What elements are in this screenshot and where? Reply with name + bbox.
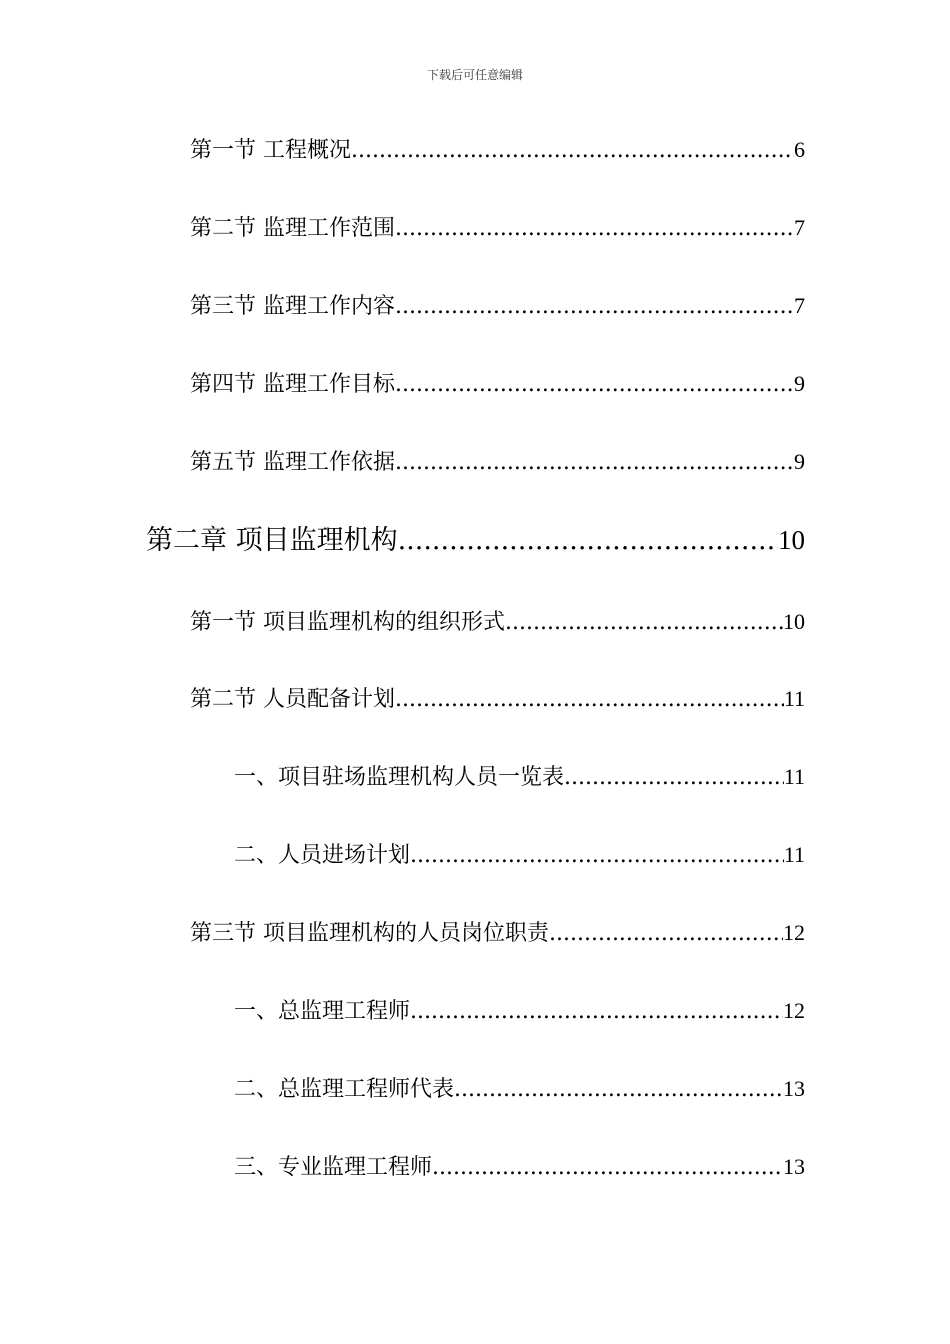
toc-entry-title: 第一节 项目监理机构的组织形式 [190,610,505,635]
toc-entry[interactable] [234,1149,805,1185]
toc-entry-title: 一、总监理工程师 [234,999,411,1024]
toc-entry[interactable] [234,1071,805,1107]
toc-dot-leader [549,916,783,952]
toc-dot-leader [410,994,783,1030]
toc-dot-leader [351,133,794,169]
toc-dot-leader [395,682,784,718]
toc-entry-page: 6 [794,137,805,162]
toc-entry-title: 三、专业监理工程师 [234,1155,433,1180]
toc-entry[interactable] [190,288,805,324]
page-header: 下载后可任意编辑 [426,68,523,82]
toc-entry-page: 12 [783,920,805,945]
toc-entry-page: 13 [783,1076,805,1101]
toc-entry-page: 12 [783,998,805,1023]
toc-entry-title: 第三节 监理工作内容 [190,294,395,319]
toc-entry[interactable] [190,681,805,717]
toc-dot-leader [395,445,794,481]
toc-dot-leader [398,523,778,559]
toc-entry[interactable] [234,837,805,873]
toc-dot-leader [505,605,783,641]
toc-entry-title: 第四节 监理工作目标 [190,372,395,397]
toc-entry[interactable] [234,993,805,1029]
toc-dot-leader [410,838,784,874]
toc-entry-title: 二、总监理工程师代表 [234,1077,455,1102]
toc-entry-title: 第五节 监理工作依据 [190,450,395,475]
toc-dot-leader [395,211,794,247]
toc-dot-leader [564,760,784,796]
toc-entry-title: 一、项目驻场监理机构人员一览表 [234,765,565,790]
toc-chapter-entry[interactable] [146,522,805,558]
toc-entry[interactable] [190,210,805,246]
toc-entry-title: 第二节 人员配备计划 [190,687,395,712]
toc-entry-title: 第二节 监理工作范围 [190,216,395,241]
toc-entry-page: 9 [794,371,805,396]
toc-entry-title: 第二章 项目监理机构 [146,525,398,556]
toc-entry[interactable] [234,759,805,795]
toc-dot-leader [395,289,794,325]
toc-entry-page: 11 [783,686,805,711]
toc-entry[interactable] [190,366,805,402]
toc-entry[interactable] [190,132,805,168]
toc-entry[interactable] [190,444,805,480]
toc-entry-page: 10 [778,525,805,555]
toc-entry-page: 9 [794,449,805,474]
toc-entry-title: 二、人员进场计划 [234,843,411,868]
toc-dot-leader [432,1150,783,1186]
toc-entry[interactable] [190,604,805,640]
toc-entry-page: 7 [794,293,805,318]
toc-entry-title: 第一节 工程概况 [190,138,351,163]
toc-entry-page: 13 [783,1154,805,1179]
toc-entry-page: 11 [783,764,805,789]
toc-entry-page: 10 [783,609,805,634]
toc-entry-page: 11 [783,842,805,867]
toc-entry-page: 7 [794,215,805,240]
toc-entry-title: 第三节 项目监理机构的人员岗位职责 [190,921,549,946]
toc-dot-leader [454,1072,783,1108]
toc-entry[interactable] [190,915,805,951]
toc-dot-leader [395,367,794,403]
